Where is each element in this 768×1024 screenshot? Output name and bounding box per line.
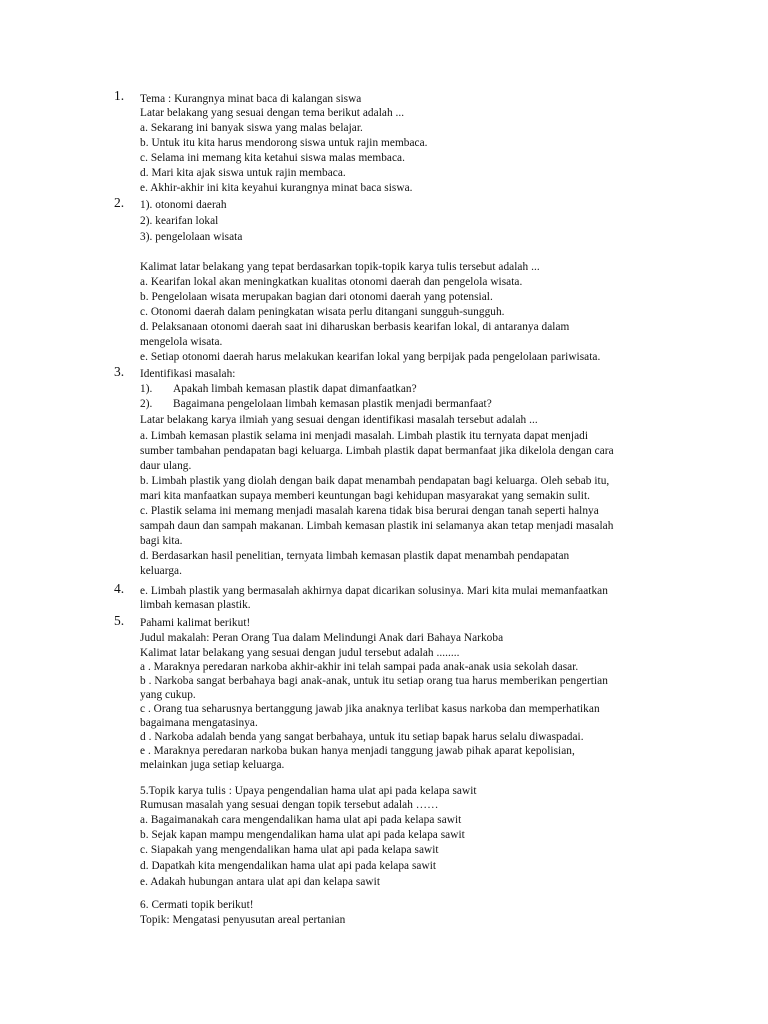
- question-number: 4.: [114, 581, 125, 596]
- option-e: e. Akhir-akhir ini kita keyahui kurangnya minat baca siswa.: [140, 182, 413, 194]
- option-c-continued: sampah daun dan sampah makanan. Limbah kemasan plastik ini selamanya akan tetap menjadi masalah: [140, 520, 614, 532]
- option-c: c. Siapakah yang mengendalikan hama ulat api pada kelapa sawit: [140, 844, 439, 856]
- option-c: c . Orang tua seharusnya bertanggung jawab jika anaknya terlibat kasus narkoba dan memperhatikan: [140, 703, 600, 715]
- option-c: c. Selama ini memang kita ketahui siswa malas membaca.: [140, 152, 405, 164]
- question-number: 3.: [114, 364, 125, 379]
- question-prompt: Rumusan masalah yang sesuai dengan topik tersebut adalah ……: [140, 799, 439, 811]
- topic-heading: 5.Topik karya tulis : Upaya pengendalian hama ulat api pada kelapa sawit: [140, 785, 477, 797]
- option-b: b. Sejak kapan mampu mengendalikan hama ulat api pada kelapa sawit: [140, 829, 465, 841]
- option-b-continued: yang cukup.: [140, 689, 196, 701]
- option-c: c. Otonomi daerah dalam peningkatan wisata perlu ditangani sungguh-sungguh.: [140, 306, 505, 318]
- problem-item: Apakah limbah kemasan plastik dapat dimanfaatkan?: [173, 383, 417, 395]
- option-c-continued: bagi kita.: [140, 535, 183, 547]
- option-a: a. Kearifan lokal akan meningkatkan kualitas otonomi daerah dan pengelola wisata.: [140, 276, 523, 288]
- option-a-continued: daur ulang.: [140, 460, 192, 472]
- question-heading: Pahami kalimat berikut!: [140, 617, 251, 629]
- option-e: e. Adakah hubungan antara ulat api dan kelapa sawit: [140, 876, 381, 888]
- question-prompt: Latar belakang yang sesuai dengan tema berikut adalah ...: [140, 107, 405, 119]
- option-a: a . Maraknya peredaran narkoba akhir-akhir ini telah sampai pada anak-anak usia sekolah dasar.: [140, 661, 579, 673]
- option-c-continued: bagaimana mengatasinya.: [140, 717, 258, 729]
- option-a-continued: sumber tambahan pendapatan bagi keluarga. Limbah plastik dapat bermanfaat jika dikelola dengan cara: [140, 445, 614, 457]
- option-b: b. Untuk itu kita harus mendorong siswa untuk rajin membaca.: [140, 137, 428, 149]
- topic-item: 1). otonomi daerah: [140, 199, 227, 211]
- question-number: 2.: [114, 195, 125, 210]
- option-a: a. Bagaimanakah cara mengendalikan hama ulat api pada kelapa sawit: [140, 814, 462, 826]
- paper-title: Judul makalah: Peran Orang Tua dalam Melindungi Anak dari Bahaya Narkoba: [140, 632, 504, 644]
- option-e: e . Maraknya peredaran narkoba bukan hanya menjadi tanggung jawab pihak aparat kepolisian,: [140, 745, 575, 757]
- question-prompt: Latar belakang karya ilmiah yang sesuai dengan identifikasi masalah tersebut adalah ...: [140, 414, 538, 426]
- option-e: e. Setiap otonomi daerah harus melakukan kearifan lokal yang berpijak pada pengelolaan pariwisata.: [140, 351, 601, 363]
- option-b: b . Narkoba sangat berbahaya bagi anak-anak, untuk itu setiap orang tua harus memberikan pengertian: [140, 675, 608, 687]
- option-d: d. Berdasarkan hasil penelitian, ternyata limbah kemasan plastik dapat menambah pendapatan: [140, 550, 570, 562]
- option-b: b. Limbah plastik yang diolah dengan baik dapat menambah pendapatan bagi keluarga. Oleh sebab itu,: [140, 475, 610, 487]
- option-e-continued: limbah kemasan plastik.: [140, 599, 251, 611]
- problem-number: 2).: [140, 398, 153, 410]
- option-d-continued: mengelola wisata.: [140, 336, 223, 348]
- question-heading: Identifikasi masalah:: [140, 368, 236, 380]
- question-theme: Tema : Kurangnya minat baca di kalangan siswa: [140, 93, 362, 105]
- option-c: c. Plastik selama ini memang menjadi masalah karena tidak bisa berurai dengan tanah seperti halnya: [140, 505, 599, 517]
- question-number: 1.: [114, 88, 125, 103]
- option-b-continued: mari kita manfaatkan supaya memberi keuntungan bagi kehidupan masyarakat yang semakin sulit.: [140, 490, 591, 502]
- option-d-continued: keluarga.: [140, 565, 182, 577]
- option-e: e. Limbah plastik yang bermasalah akhirnya dapat dicarikan solusinya. Mari kita mulai memanfaatkan: [140, 585, 608, 597]
- question-prompt: Kalimat latar belakang yang tepat berdasarkan topik-topik karya tulis tersebut adalah ...: [140, 261, 540, 273]
- topic-item: 2). kearifan lokal: [140, 215, 219, 227]
- question-prompt: Kalimat latar belakang yang sesuai dengan judul tersebut adalah ........: [140, 647, 460, 659]
- question-number: 5.: [114, 613, 125, 628]
- option-d: d . Narkoba adalah benda yang sangat berbahaya, untuk itu setiap bapak harus selalu diwaspadai.: [140, 731, 584, 743]
- problem-item: Bagaimana pengelolaan limbah kemasan plastik menjadi bermanfaat?: [173, 398, 492, 410]
- option-d: d. Mari kita ajak siswa untuk rajin membaca.: [140, 167, 346, 179]
- topic-line: Topik: Mengatasi penyusutan areal pertanian: [140, 914, 346, 926]
- question-heading: 6. Cermati topik berikut!: [140, 899, 254, 911]
- option-d: d. Pelaksanaan otonomi daerah saat ini diharuskan berbasis kearifan lokal, di antaranya dalam: [140, 321, 570, 333]
- option-d: d. Dapatkah kita mengendalikan hama ulat api pada kelapa sawit: [140, 860, 437, 872]
- option-a: a. Limbah kemasan plastik selama ini menjadi masalah. Limbah plastik itu ternyata dapat menjadi: [140, 430, 589, 442]
- option-a: a. Sekarang ini banyak siswa yang malas belajar.: [140, 122, 363, 134]
- option-e-continued: melainkan juga setiap keluarga.: [140, 759, 285, 771]
- problem-number: 1).: [140, 383, 153, 395]
- option-b: b. Pengelolaan wisata merupakan bagian dari otonomi daerah yang potensial.: [140, 291, 493, 303]
- topic-item: 3). pengelolaan wisata: [140, 231, 243, 243]
